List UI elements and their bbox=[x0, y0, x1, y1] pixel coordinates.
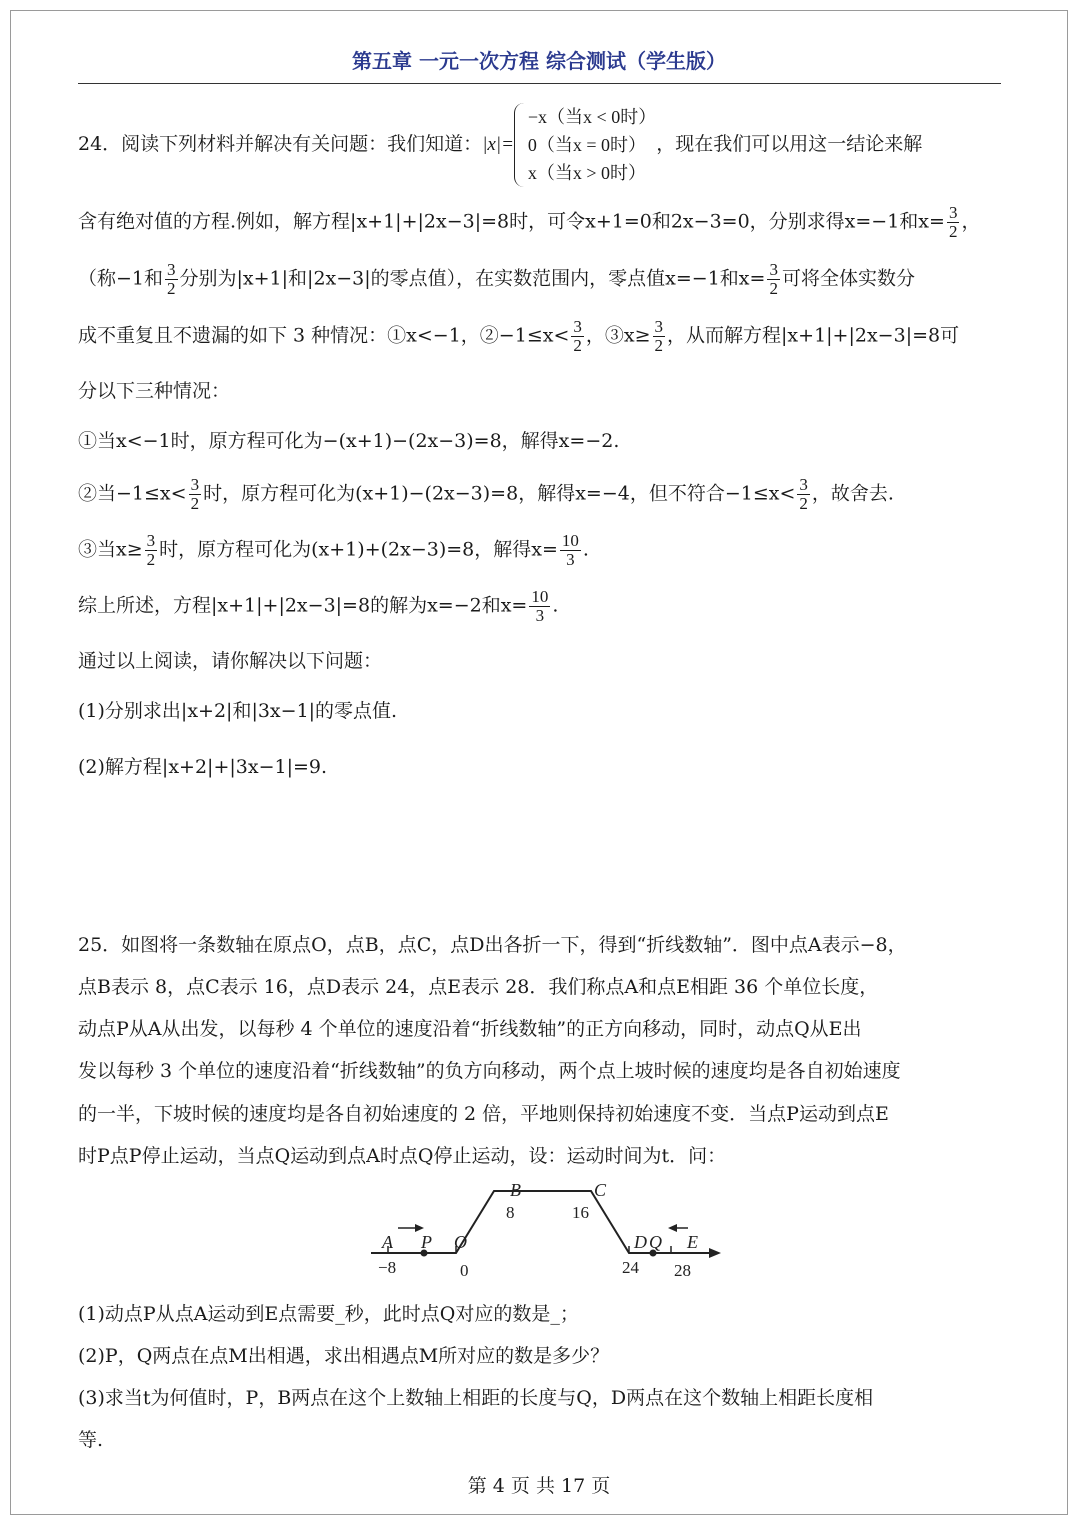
q25-line3: 动点P从A从出发，以每秒 4 个单位的速度沿着“折线数轴”的正方向移动，同时，动点Q从E出 bbox=[78, 1018, 862, 1040]
num-d: 24 bbox=[622, 1258, 639, 1277]
q24-intro: 24．阅读下列材料并解决有关问题：我们知道： bbox=[78, 133, 483, 155]
p-arrow-head bbox=[415, 1224, 424, 1232]
q24-line3a: （称−1和 bbox=[78, 267, 164, 290]
q25-sub1: (1)动点P从点A运动到E点需要_秒，此时点Q对应的数是_； bbox=[78, 1303, 579, 1325]
q-arrow-head bbox=[668, 1224, 677, 1232]
frac-3-2 bbox=[571, 318, 584, 355]
abs-x: |x|= bbox=[482, 134, 514, 155]
num-a: −8 bbox=[378, 1258, 397, 1277]
frac-3-2 bbox=[653, 318, 666, 355]
label-p: P bbox=[421, 1232, 432, 1252]
case-c-part1: ③当x≥ bbox=[78, 538, 143, 561]
q24-case-a: ①当x<−1时，原方程可化为−(x+1)−(2x−3)=8，解得x=−2. bbox=[78, 430, 620, 452]
abs-cases bbox=[514, 103, 656, 187]
frac-3-2 bbox=[189, 476, 202, 513]
frac-num: 10 bbox=[531, 587, 549, 606]
q24-intro-line bbox=[78, 101, 1013, 188]
frac-3-2 bbox=[767, 261, 780, 298]
frac-num: 3 bbox=[769, 260, 778, 279]
case-b-part2: 时，原方程可化为(x+1)−(2x−3)=8，解得x=−4，但不符合−1≤x< bbox=[203, 482, 796, 505]
q24-line3b: 分别为|x+1|和|2x−3|的零点值），在实数范围内，零点值x=−1和x= bbox=[179, 267, 766, 290]
num-o: 0 bbox=[460, 1261, 469, 1280]
q24-prompt: 通过以上阅读，请你解决以下问题： bbox=[78, 650, 383, 672]
frac-10-3 bbox=[560, 532, 581, 569]
q24-sub2: (2)解方程|x+2|+|3x−1|=9. bbox=[78, 756, 328, 778]
q25-line4: 发以每秒 3 个单位的速度沿着“折线数轴”的负方向移动，两个点上坡时候的速度均是各自初始速度 bbox=[78, 1060, 901, 1082]
q24-sub1: (1)分别求出|x+2|和|3x−1|的零点值. bbox=[78, 700, 398, 722]
folded-number-line-figure bbox=[366, 1176, 746, 1291]
frac-3-2 bbox=[145, 532, 158, 569]
q24-line5: 分以下三种情况： bbox=[78, 380, 231, 402]
q24-line4 bbox=[78, 318, 1013, 355]
frac-den: 2 bbox=[573, 336, 582, 355]
frac-num: 3 bbox=[654, 317, 664, 336]
q25-sub2: (2)P，Q两点在点M出相遇，求出相遇点M所对应的数是多少？ bbox=[78, 1345, 610, 1367]
label-c: C bbox=[594, 1180, 607, 1200]
label-a: A bbox=[382, 1232, 393, 1252]
summary-text: 综上所述，方程|x+1|+|2x−3|=8的解为x=−2和x= bbox=[78, 594, 528, 617]
q25-line5: 的一半，下坡时候的速度均是各自初始速度的 2 倍，平地则保持初始速度不变．当点P运动到点E bbox=[78, 1103, 889, 1125]
q24-line3 bbox=[78, 261, 1013, 298]
label-o: O bbox=[454, 1232, 467, 1252]
header-divider bbox=[78, 83, 1001, 84]
label-d: D bbox=[634, 1232, 647, 1252]
q24-line4b: ，③x≥ bbox=[585, 324, 651, 347]
case-c-part2: 时，原方程可化为(x+1)+(2x−3)=8，解得x= bbox=[159, 538, 558, 561]
q25-line2: 点B表示 8，点C表示 16，点D表示 24，点E表示 28．我们称点A和点E相距 36 个单位长度， bbox=[78, 976, 879, 998]
frac-den: 2 bbox=[948, 222, 958, 241]
case-negative: −x（当x < 0时） bbox=[527, 107, 657, 127]
case-c-part3: . bbox=[582, 538, 589, 561]
summary-end: . bbox=[552, 594, 559, 617]
q25-sub3-end: 等. bbox=[78, 1429, 104, 1451]
cases-brace bbox=[514, 103, 525, 187]
frac-num: 3 bbox=[573, 317, 582, 336]
case-b-part3: ，故舍去. bbox=[811, 482, 894, 505]
frac-den: 2 bbox=[654, 336, 664, 355]
folded-number-line-svg bbox=[366, 1176, 746, 1291]
q24-summary bbox=[78, 588, 1013, 625]
frac-den: 2 bbox=[167, 279, 176, 298]
frac-num: 10 bbox=[561, 531, 579, 550]
frac-num: 3 bbox=[190, 475, 200, 494]
q24-line4a: 成不重复且不遗漏的如下 3 种情况：①x<−1，②−1≤x< bbox=[78, 324, 570, 347]
frac-den: 3 bbox=[535, 606, 545, 625]
frac-num: 3 bbox=[167, 260, 176, 279]
page-header-title: 第五章 一元一次方程 综合测试（学生版） bbox=[352, 49, 726, 73]
q24-case-b bbox=[78, 476, 1013, 513]
label-e: E bbox=[687, 1232, 698, 1252]
frac-den: 2 bbox=[146, 550, 156, 569]
q24-case-c bbox=[78, 532, 1013, 569]
label-q: Q bbox=[649, 1232, 662, 1252]
frac-3-2 bbox=[797, 476, 810, 513]
frac-den: 2 bbox=[799, 494, 808, 513]
frac-num: 3 bbox=[799, 475, 808, 494]
page-number-footer: 第 4 页 共 17 页 bbox=[467, 1475, 611, 1497]
q24-line2-text: 含有绝对值的方程.例如，解方程|x+1|+|2x−3|=8时，可令x+1=0和2x−3=0，分别求得x=−1和x= bbox=[78, 210, 945, 233]
num-c: 16 bbox=[572, 1203, 589, 1222]
case-b-part1: ②当−1≤x< bbox=[78, 482, 187, 505]
document-page bbox=[10, 10, 1068, 1515]
frac-num: 3 bbox=[948, 203, 958, 222]
case-positive: x（当x > 0时） bbox=[527, 163, 647, 183]
label-b: B bbox=[510, 1180, 521, 1200]
frac-3-2 bbox=[165, 261, 178, 298]
q25-line6: 时P点P停止运动，当点Q运动到点A时点Q停止运动，设：运动时间为t．问： bbox=[78, 1145, 727, 1167]
case-zero: 0（当x = 0时） bbox=[527, 135, 647, 155]
num-b: 8 bbox=[506, 1203, 515, 1222]
frac-den: 3 bbox=[566, 550, 575, 569]
frac-den: 2 bbox=[190, 494, 200, 513]
q24-line4c: ，从而解方程|x+1|+|2x−3|=8可 bbox=[667, 324, 960, 347]
frac-den: 2 bbox=[769, 279, 778, 298]
axis-arrow-head bbox=[709, 1248, 721, 1258]
q24-line2: 含有绝对值的方程.例如，解方程|x+1|+|2x−3|=8时，可令x+1=0和2x−3=0，分别求得x=−1和x= $\frac{3}{2}$ ， bbox=[78, 203, 981, 241]
q25-line1: 25．如图将一条数轴在原点O，点B，点C，点D出各折一下，得到“折线数轴”．图中点A表示−8， bbox=[78, 934, 907, 956]
q24-line3c: 可将全体实数分 bbox=[781, 267, 915, 290]
frac-num: 3 bbox=[146, 531, 156, 550]
num-e: 28 bbox=[674, 1261, 691, 1280]
q25-sub3: (3)求当t为何值时，P，B两点在这个上数轴上相距的长度与Q，D两点在这个数轴上相距长度相 bbox=[78, 1387, 874, 1409]
frac-3-2 bbox=[947, 204, 960, 241]
frac-10-3 bbox=[529, 588, 550, 625]
q24-intro-tail: ，现在我们可以用这一结论来解 bbox=[656, 133, 923, 155]
